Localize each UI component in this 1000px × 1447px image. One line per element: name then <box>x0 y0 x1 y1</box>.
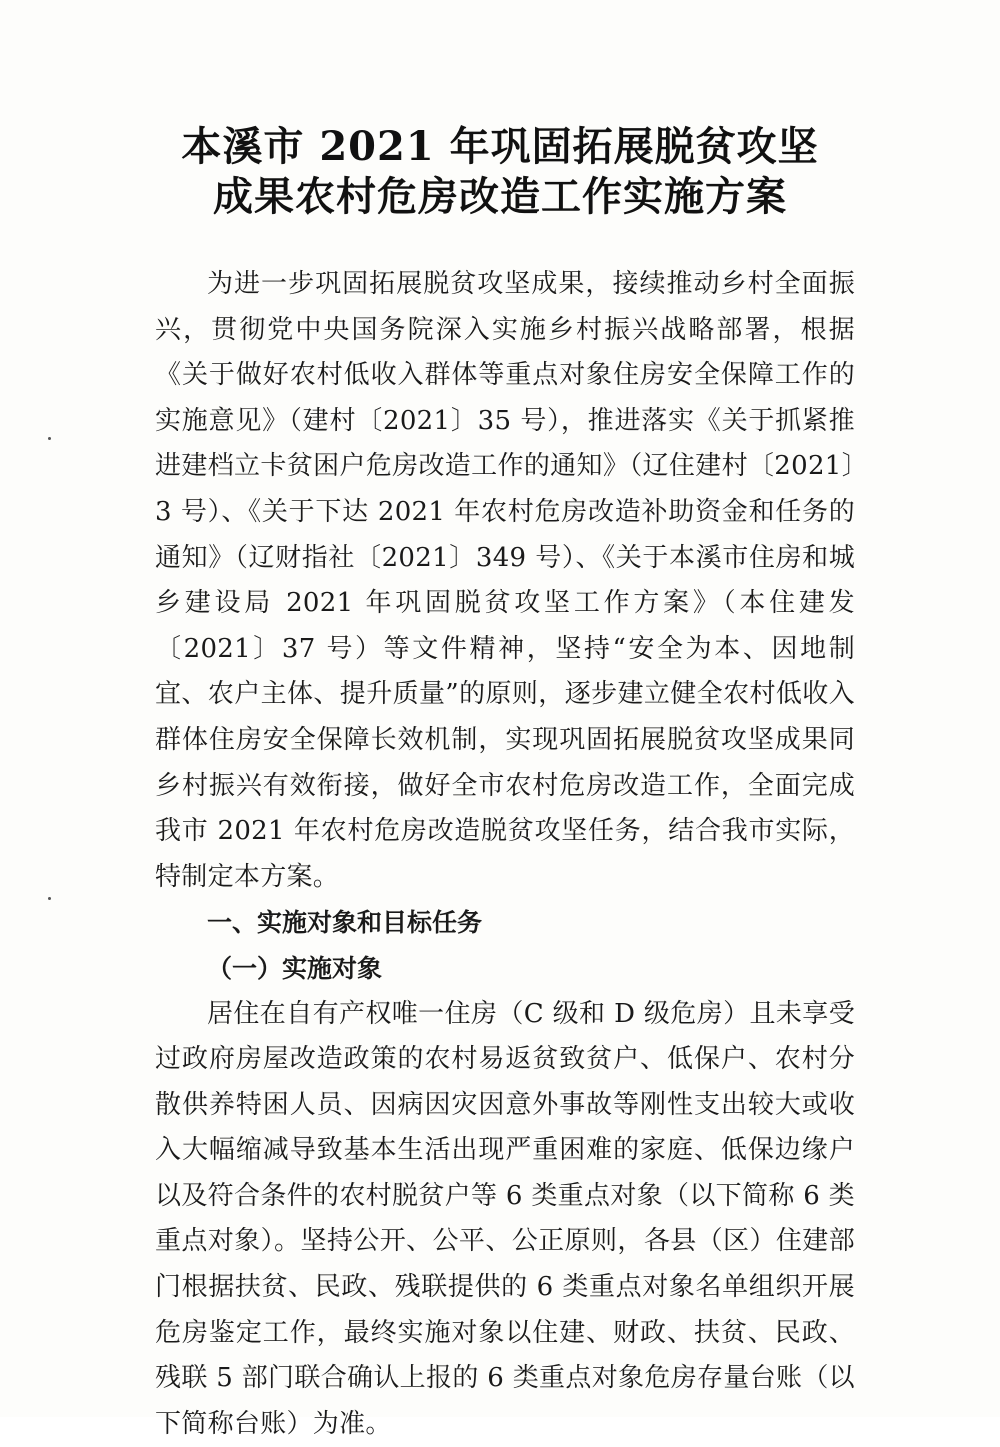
scan-speck <box>48 897 51 900</box>
subsection-heading-1-1: （一）实施对象 <box>155 946 855 992</box>
scan-speck <box>48 437 51 440</box>
subsection-paragraph-1-1: 居住在自有产权唯一住房（C 级和 D 级危房）且未享受过政府房屋改造政策的农村易返贫致贫户、低保户、农村分散供养特困人员、因病因灾因意外事故等刚性支出较大或收入大幅缩减导致基本生活出现严重困难的家庭、低保边缘户以及符合条件的农村脱贫户等 6 类重点对象（以下简称 6 类重点对象）。坚持公开、公平、公正原则，各县（区）住建部门根据扶贫、民政、残联提供的 6 类重点对象名单组织开展危房鉴定工作，最终实施对象以住建、财政、扶贫、民政、残联 5 部门联合确认上报的 6 类重点对象危房存量台账（以下简称台账）为准。 <box>155 992 855 1447</box>
intro-paragraph: 为进一步巩固拓展脱贫攻坚成果，接续推动乡村全面振兴，贯彻党中央国务院深入实施乡村振兴战略部署，根据《关于做好农村低收入群体等重点对象住房安全保障工作的实施意见》（建村〔2021〕35 号），推进落实《关于抓紧推进建档立卡贫困户危房改造工作的通知》（辽住建村〔2021〕3 号）、《关于下达 2021 年农村危房改造补助资金和任务的通知》（辽财指社〔2021〕349 号）、《关于本溪市住房和城乡建设局 2021 年巩固脱贫攻坚工作方案》（本住建发〔2021〕37 号）等文件精神，坚持“安全为本、因地制宜、农户主体、提升质量”的原则，逐步建立健全农村低收入群体住房安全保障长效机制，实现巩固拓展脱贫攻坚成果同乡村振兴有效衔接，做好全市农村危房改造工作，全面完成我市 2021 年农村危房改造脱贫攻坚任务，结合我市实际，特制定本方案。 <box>155 262 855 900</box>
section-heading-1: 一、实施对象和目标任务 <box>155 900 855 946</box>
document-title-line-2: 成果农村危房改造工作实施方案 <box>150 170 850 224</box>
document-title-line-1: 本溪市 2021 年巩固拓展脱贫攻坚 <box>150 120 850 174</box>
document-body <box>155 262 855 1447</box>
